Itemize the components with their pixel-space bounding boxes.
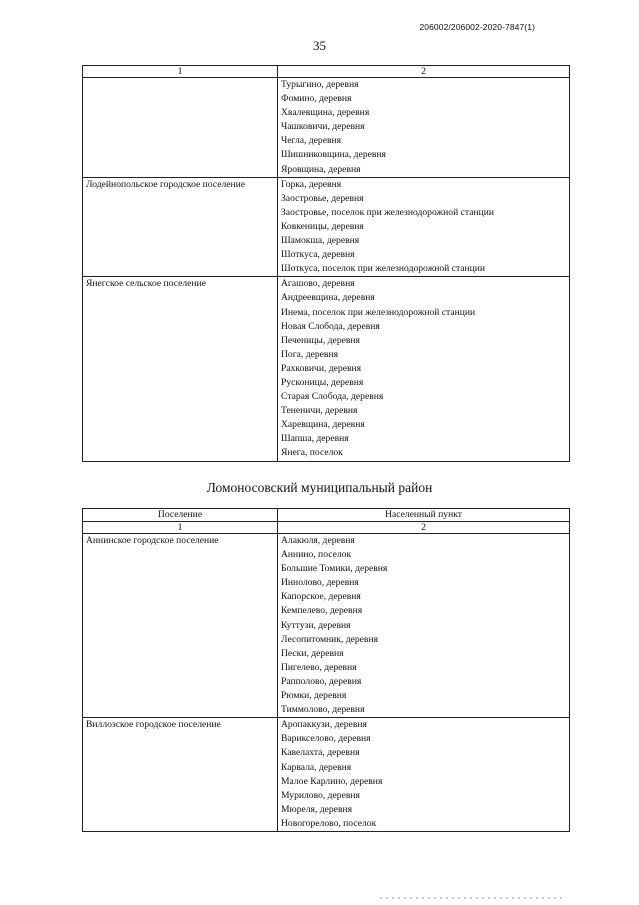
list-item: Новая Слобода, деревня: [281, 320, 380, 332]
places-cell: [278, 718, 570, 832]
list-item: Ковкеницы, деревня: [281, 220, 364, 232]
list-item: Печеницы, деревня: [281, 334, 360, 346]
list-item: Чашковичи, деревня: [281, 121, 365, 133]
list-item: Яровщина, деревня: [281, 163, 361, 175]
list-item: Шамокша, деревня: [281, 235, 360, 247]
places-cell: [278, 534, 570, 718]
list-item: Лесопитомник, деревня: [281, 633, 379, 645]
list-item: Кавелахта, деревня: [281, 747, 360, 759]
list-item: Тиммолово, деревня: [281, 704, 365, 716]
list-item: Тененичи, деревня: [281, 405, 358, 417]
list-item: Фомино, деревня: [281, 93, 352, 105]
list-item: Андреевщина, деревня: [281, 292, 375, 304]
place-list: [281, 178, 566, 277]
list-item: Инема, поселок при железнодорожной станции: [281, 306, 476, 318]
place-list: [281, 534, 566, 717]
list-item: Заостровье, деревня: [281, 192, 364, 204]
list-item: Шоткуса, деревня: [281, 249, 355, 261]
list-item: Кемпелево, деревня: [281, 605, 363, 617]
header-row: [83, 509, 570, 522]
list-item: Пески, деревня: [281, 647, 344, 659]
settlement-cell: Янегское сельское поселение: [83, 277, 278, 461]
table-row: [83, 78, 570, 178]
list-item: Алакюля, деревня: [281, 535, 355, 546]
column-number-row: [83, 522, 570, 534]
column-number: 2: [278, 522, 570, 534]
table-row: [83, 277, 570, 461]
list-item: Русконицы, деревня: [281, 376, 364, 388]
places-cell: [278, 177, 570, 277]
settlement-cell: [83, 78, 278, 178]
settlements-table-continued: [82, 65, 570, 462]
list-item: Агашово, деревня: [281, 278, 355, 290]
column-number: 2: [278, 66, 570, 78]
table-row: [83, 718, 570, 832]
place-list: [281, 78, 566, 177]
list-item: Аропаккузи, деревня: [281, 719, 367, 731]
column-header-settlement: Поселение: [83, 509, 278, 522]
district-title: Ломоносовский муниципальный район: [206, 480, 433, 495]
list-item: Рюмки, деревня: [281, 690, 347, 702]
column-number: 1: [83, 522, 278, 534]
list-item: Малое Карлино, деревня: [281, 775, 383, 787]
list-item: Карвала, деревня: [281, 761, 352, 773]
list-item: Новогорелово, поселок: [281, 817, 377, 829]
list-item: Чегла, деревня: [281, 135, 342, 147]
list-item: Янега, поселок: [281, 447, 343, 459]
list-item: Капорское, деревня: [281, 591, 361, 603]
list-item: Иннолово, деревня: [281, 577, 359, 589]
document-id: 206002/206002-2020-7847(1): [419, 22, 535, 32]
list-item: Шапша, деревня: [281, 433, 349, 445]
list-item: Хвалевщина, деревня: [281, 107, 370, 119]
list-item: Варикселово, деревня: [281, 733, 371, 745]
list-item: Пигелево, деревня: [281, 661, 357, 673]
table-row: [83, 177, 570, 277]
list-item: Рахковичи, деревня: [281, 362, 362, 374]
scan-artifact: [380, 897, 565, 899]
column-header-locality: Населенный пункт: [278, 509, 570, 522]
settlement-cell: Лодейнопольское городское поселение: [83, 177, 278, 277]
list-item: Шоткуса, поселок при железнодорожной станции: [281, 263, 486, 275]
column-number: 1: [83, 66, 278, 78]
settlements-table: [82, 508, 570, 832]
list-item: Рапполово, деревня: [281, 675, 362, 687]
list-item: Мурилово, деревня: [281, 789, 360, 801]
list-item: Пога, деревня: [281, 348, 338, 360]
place-list: [281, 277, 566, 460]
table-row: [83, 534, 570, 718]
list-item: Большие Томики, деревня: [281, 563, 388, 575]
list-item: Старая Слобода, деревня: [281, 391, 384, 403]
places-cell: [278, 277, 570, 461]
list-item: Горка, деревня: [281, 178, 342, 190]
list-item: Турыгино, деревня: [281, 79, 359, 90]
settlement-cell: Аннинское городское поселение: [83, 534, 278, 718]
list-item: Аннино, поселок: [281, 549, 352, 561]
list-item: Харевщина, деревня: [281, 419, 365, 431]
list-item: Мюреля, деревня: [281, 803, 353, 815]
list-item: Заостровье, поселок при железнодорожной станции: [281, 206, 494, 218]
column-number-row: [83, 66, 570, 78]
list-item: Куттузи, деревня: [281, 619, 351, 631]
settlement-cell: Виллозское городское поселение: [83, 718, 278, 832]
list-item: Шишниковщина, деревня: [281, 149, 386, 161]
places-cell: [278, 78, 570, 178]
page-number: 35: [313, 38, 326, 53]
place-list: [281, 718, 566, 831]
